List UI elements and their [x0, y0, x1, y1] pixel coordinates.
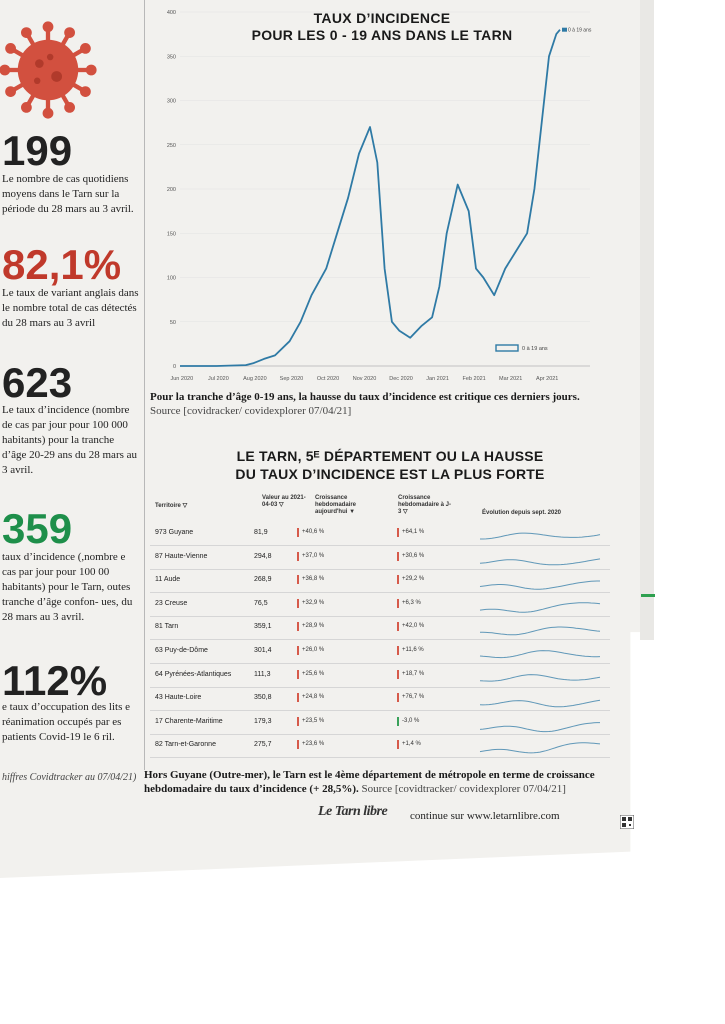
cell-croissance-hebdo: +24,8 %	[302, 694, 325, 701]
sparkline	[478, 641, 603, 663]
continue-link[interactable]: continue sur www.letarnlibre.com	[410, 810, 560, 822]
growth-bar	[297, 670, 299, 679]
y-tick-label: 0	[172, 364, 176, 370]
growth-bar	[397, 622, 399, 631]
cell-valeur: 76,5	[254, 599, 268, 607]
stat-value: 199	[2, 127, 73, 174]
x-tick-label: Sep 2020	[279, 376, 304, 382]
growth-bar	[397, 552, 399, 561]
header-croissance-j3[interactable]: Croissance hebdomadaire à J-3 ▽	[398, 495, 452, 515]
header-croissance-hebdo[interactable]: Croissance hebdomadaire aujourd'hui ▼	[315, 495, 357, 515]
series-end-swatch	[562, 28, 567, 32]
table-title-line: DU TAUX D’INCIDENCE EST LA PLUS FORTE	[235, 466, 545, 482]
cell-croissance-j3: -3,0 %	[402, 717, 420, 724]
cell-territoire: 87 Haute-Vienne	[155, 552, 208, 560]
table-row[interactable]	[150, 523, 610, 546]
cell-valeur: 301,4	[254, 647, 272, 654]
caption-bold: Pour la tranche d’âge 0-19 ans, la hausse du taux d’incidence est critique ces derniers jours.	[150, 391, 580, 403]
growth-bar	[297, 740, 299, 749]
cell-croissance-j3: +1,4 %	[402, 741, 421, 748]
table-row[interactable]	[150, 547, 610, 570]
growth-bar	[397, 528, 399, 537]
cell-territoire: 43 Haute-Loire	[155, 694, 202, 702]
footnote	[144, 768, 614, 796]
chart-title-line: TAUX D’INCIDENCE	[313, 10, 451, 26]
x-tick-label: Aug 2020	[243, 376, 267, 382]
cell-croissance-hebdo: +23,5 %	[302, 717, 325, 724]
cell-croissance-j3: +11,6 %	[402, 647, 424, 653]
sparkline	[478, 712, 603, 734]
growth-bar	[397, 599, 399, 608]
y-tick-label: 350	[166, 54, 176, 61]
y-tick-label: 100	[166, 275, 176, 282]
stat-value: 82,1%	[2, 241, 122, 288]
virus-icon	[0, 16, 102, 124]
growth-bar	[297, 693, 299, 702]
cell-croissance-j3: +29,2 %	[402, 576, 425, 583]
growth-bar	[297, 575, 299, 584]
cell-valeur: 81,9	[254, 529, 268, 536]
stat-text: Le taux de variant anglais dans le nombre total de cas détectés du 28 mars au 3 avril	[2, 287, 139, 329]
sparkline	[478, 594, 603, 616]
x-tick-label: Apr 2021	[536, 376, 559, 382]
growth-bar	[297, 552, 299, 561]
table-row[interactable]	[150, 594, 610, 617]
page-edge	[640, 0, 654, 640]
cell-territoire: 11 Aude	[155, 576, 181, 584]
y-tick-label: 300	[166, 98, 176, 105]
cell-croissance-j3: +6,3 %	[402, 599, 421, 606]
cell-croissance-j3: +76,7 %	[402, 694, 425, 701]
x-tick-label: Jan 2021	[426, 376, 449, 382]
cell-territoire: 64 Pyrénées-Atlantiques	[155, 670, 232, 678]
chart-caption	[150, 390, 620, 418]
qr-code-icon	[620, 815, 634, 829]
cell-croissance-hebdo: +40,6 %	[302, 529, 325, 535]
series-end-label: 0 à 19 ans	[568, 27, 592, 34]
x-tick-label: Feb 2021	[462, 376, 486, 382]
cell-territoire: 63 Puy-de-Dôme	[155, 647, 208, 654]
cell-territoire: 17 Charente-Maritime	[155, 717, 223, 725]
sparkline	[478, 688, 603, 710]
cell-croissance-j3: +30,6 %	[402, 552, 425, 559]
y-tick-label: 400	[166, 10, 176, 16]
stat-text: taux d’incidence (,nombre e cas par jour pour 100 00 habitants) pour le Tarn, outes tranche d’âge confon- ues, du 28 mars au 3 avril.	[2, 551, 133, 623]
cell-valeur: 275,7	[254, 741, 272, 749]
table-title-line: LE TARN, 5ᴱ DÉPARTEMENT OU LA HAUSSE	[236, 448, 544, 464]
table-row[interactable]	[150, 641, 610, 664]
cell-croissance-hebdo: +25,6 %	[302, 670, 325, 677]
sparkline	[478, 547, 603, 569]
newspaper-logo: Le Tarn libre	[318, 804, 388, 819]
table-row[interactable]	[150, 688, 610, 711]
stat-text: e taux d’occupation des lits e réanimation occupés par es patients Covid-19 le 6 ril.	[2, 701, 130, 743]
stat-value: 112%	[2, 657, 108, 704]
cell-valeur: 268,9	[254, 576, 272, 584]
growth-bar	[297, 528, 299, 537]
chart-title	[232, 10, 532, 44]
cell-croissance-hebdo: +32,9 %	[302, 599, 325, 606]
x-tick-label: Oct 2020	[316, 376, 340, 382]
cell-territoire: 973 Guyane	[155, 529, 194, 536]
table-title	[190, 447, 590, 483]
sidebar-stats	[0, 0, 142, 800]
sidebar-source: hiffres Covidtracker au 07/04/21)	[2, 772, 137, 783]
growth-bar	[397, 670, 399, 679]
stat-text: Le taux d’incidence (nombre de cas par jour pour 100 000 habitants) pour la tranche d’âge 20-29 ans du 28 mars au 3 avril.	[2, 404, 138, 476]
stat-value: 623	[2, 359, 73, 406]
growth-bar	[397, 575, 399, 584]
header-valeur[interactable]: Valeur au 2021-04-03 ▽	[262, 495, 306, 508]
x-tick-label: Dec 2020	[389, 376, 413, 382]
chart-title-line: POUR LES 0 - 19 ANS DANS LE TARN	[251, 27, 513, 43]
cell-valeur: 350,8	[254, 694, 272, 702]
y-tick-label: 150	[166, 231, 176, 238]
growth-bar	[297, 599, 299, 608]
legend-swatch	[496, 345, 518, 351]
table-row[interactable]	[150, 712, 610, 735]
x-tick-label: Nov 2020	[352, 376, 377, 382]
sparkline	[478, 570, 603, 592]
sparkline	[478, 665, 603, 687]
cell-croissance-hebdo: +26,0 %	[302, 647, 325, 653]
cell-valeur: 359,1	[254, 623, 272, 631]
table-row[interactable]	[150, 665, 610, 688]
legend-label: 0 à 19 ans	[522, 346, 548, 352]
cell-croissance-hebdo: +36,8 %	[302, 576, 325, 583]
cell-croissance-j3: +18,7 %	[402, 670, 425, 677]
table-row[interactable]	[150, 735, 610, 758]
table-row[interactable]	[150, 570, 610, 593]
cell-croissance-j3: +42,0 %	[402, 623, 425, 630]
header-evolution: Évolution depuis sept. 2020	[482, 510, 562, 516]
cell-croissance-hebdo: +37,0 %	[302, 552, 325, 559]
cell-territoire: 82 Tarn-et-Garonne	[155, 741, 216, 749]
x-tick-label: Jul 2020	[207, 376, 229, 382]
growth-bar	[297, 646, 299, 655]
cell-territoire: 23 Creuse	[155, 599, 188, 607]
growth-bar	[397, 740, 399, 749]
row-separator	[150, 757, 610, 758]
incidence-line-chart	[150, 0, 620, 390]
growth-bar	[397, 717, 399, 726]
y-tick-label: 50	[169, 319, 176, 326]
cell-croissance-j3: +64,1 %	[402, 529, 425, 535]
series-line-0-19	[180, 30, 560, 366]
sparkline	[478, 617, 603, 639]
header-territoire[interactable]: Territoire ▽	[155, 503, 188, 509]
page-marker	[641, 594, 655, 597]
cell-valeur: 179,3	[254, 717, 272, 725]
growth-bar	[297, 717, 299, 726]
cell-croissance-hebdo: +23,6 %	[302, 741, 325, 748]
column-divider	[144, 0, 145, 770]
y-tick-label: 200	[166, 187, 176, 193]
growth-bar	[397, 646, 399, 655]
x-tick-label: Jun 2020	[170, 376, 194, 382]
y-tick-label: 250	[166, 142, 176, 149]
cell-valeur: 111,3	[254, 670, 271, 678]
table-row[interactable]	[150, 617, 610, 640]
sparkline	[478, 523, 603, 545]
growth-bar	[397, 693, 399, 702]
cell-valeur: 294,8	[254, 552, 272, 560]
footnote-bold: Hors Guyane (Outre-mer), le Tarn est le 4ème département de métropole en terme de croissance hebdomadaire du taux d’incidence (+ 28,5%).	[144, 769, 595, 795]
cell-territoire: 81 Tarn	[155, 623, 179, 631]
x-tick-label: Mar 2021	[499, 376, 523, 382]
stat-value: 359	[2, 505, 73, 552]
footnote-source: Source [covidtracker/ covidexplorer 07/04/21]	[361, 783, 566, 795]
caption-source: Source [covidracker/ covidexplorer 07/04/21]	[150, 405, 352, 417]
sparkline	[478, 735, 603, 757]
growth-bar	[297, 622, 299, 631]
stat-text: Le nombre de cas quotidiens moyens dans le Tarn sur la période du 28 mars au 3 avril.	[2, 173, 134, 215]
cell-croissance-hebdo: +28,9 %	[302, 623, 325, 630]
